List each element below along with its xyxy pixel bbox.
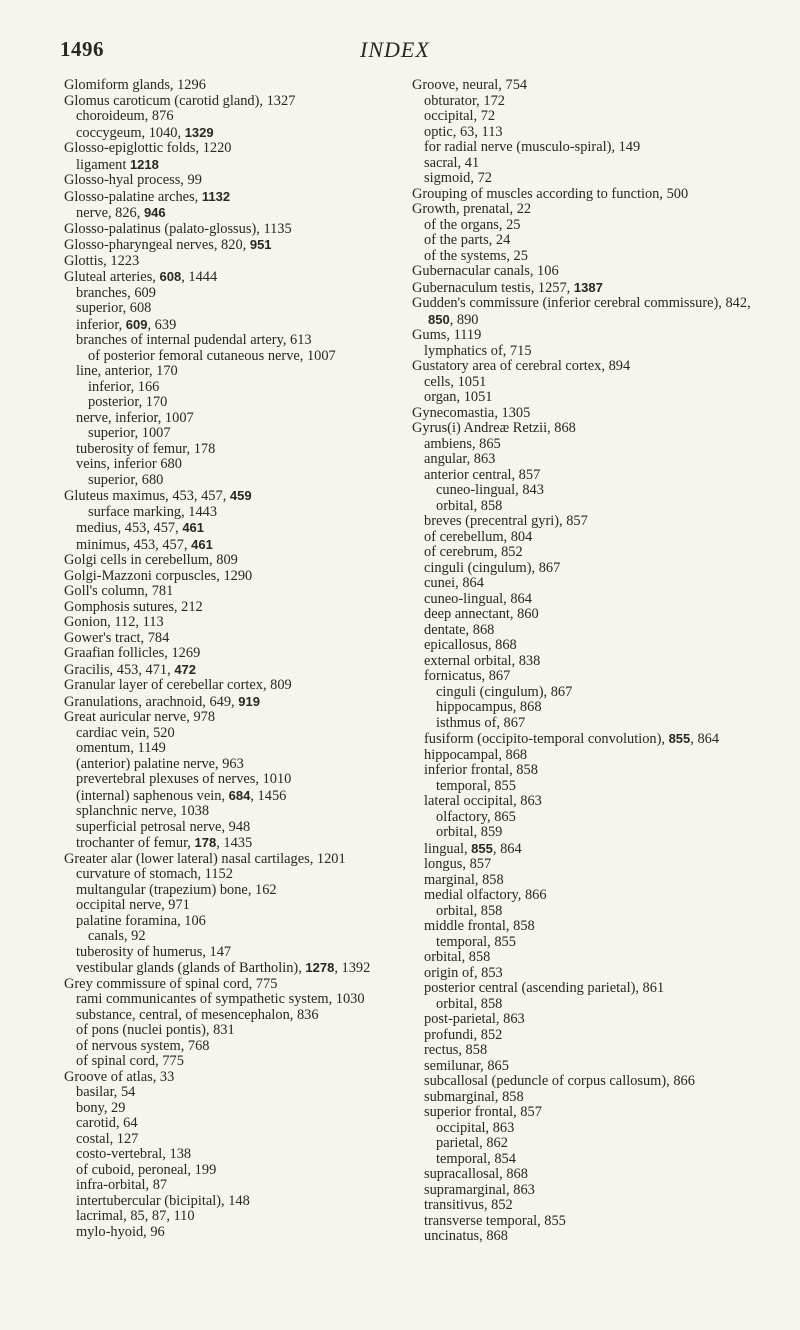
index-entry: of cerebellum, 804 — [424, 528, 533, 545]
index-entry: line, anterior, 170 — [76, 363, 178, 379]
index-entry: branches of internal pudendal artery, 613 — [76, 332, 312, 348]
index-entry: omentum, 1149 — [76, 740, 166, 756]
index-entry: cunei, 864 — [424, 575, 484, 591]
index-entry: transitivus, 852 — [424, 1197, 513, 1213]
index-entry: splanchnic nerve, 1038 — [76, 803, 210, 819]
index-entry: Groove of atlas, 33 — [64, 1068, 175, 1085]
index-entry: Growth, prenatal, 22 — [412, 201, 532, 217]
index-entry: uncinatus, 868 — [424, 1228, 508, 1244]
index-entry: rectus, 858 — [424, 1042, 488, 1058]
index-entry: multangular (trapezium) bone, 162 — [76, 881, 277, 898]
index-entry: Goll's column, 781 — [64, 583, 174, 599]
index-entry: lymphatics of, 715 — [424, 342, 532, 359]
index-entry: Glosso-pharyngeal nerves, 820, 951 — [64, 237, 272, 253]
index-entry: cinguli (cingulum), 867 — [436, 683, 573, 700]
index-entry: lateral occipital, 863 — [424, 793, 542, 809]
index-entry: trochanter of femur, 178, 1435 — [76, 835, 253, 851]
index-entry: cardiac vein, 520 — [76, 724, 175, 741]
index-entry: superficial petrosal nerve, 948 — [76, 818, 251, 835]
index-entry: palatine foramina, 106 — [76, 912, 206, 929]
index-entry: orbital, 858 — [436, 902, 503, 919]
index-entry: parietal, 862 — [436, 1135, 508, 1151]
index-entry: occipital, 72 — [424, 108, 496, 124]
index-entry: middle frontal, 858 — [424, 918, 535, 934]
index-entry: Glosso-epiglottic folds, 1220 — [64, 140, 232, 156]
index-entry: of cuboid, peroneal, 199 — [76, 1161, 217, 1178]
index-entry: sacral, 41 — [424, 154, 480, 171]
index-entry: vestibular glands (glands of Bartholin), 1278, 1392 — [76, 960, 371, 976]
index-entry: Groove, neural, 754 — [412, 77, 528, 93]
index-entry: prevertebral plexuses of nerves, 1010 — [76, 771, 292, 787]
index-entry: semilunar, 865 — [424, 1057, 509, 1074]
index-entry: Glomiform glands, 1296 — [64, 77, 206, 93]
index-entry: Glosso-hyal process, 99 — [64, 172, 202, 188]
index-entry: supramarginal, 863 — [424, 1181, 535, 1198]
index-entry: fusiform (occipito-temporal convolution), 855, 864 — [424, 731, 720, 747]
index-entry: Great auricular nerve, 978 — [64, 709, 216, 725]
index-entry: mylo-hyoid, 96 — [76, 1223, 165, 1240]
index-entry: veins, inferior 680 — [76, 456, 182, 472]
index-entry: Granular layer of cerebellar cortex, 809 — [64, 677, 292, 693]
index-entry: occipital nerve, 971 — [76, 897, 190, 913]
index-entry: post-parietal, 863 — [424, 1011, 525, 1027]
index-entry: cells, 1051 — [424, 373, 487, 390]
index-entry: sigmoid, 72 — [424, 170, 492, 186]
index-entry: bony, 29 — [76, 1099, 126, 1116]
index-entry: of the systems, 25 — [424, 247, 528, 264]
index-entry: Gluteal arteries, 608, 1444 — [64, 269, 218, 285]
index-entry: Gynecomastia, 1305 — [412, 404, 531, 421]
index-column-right — [412, 78, 757, 1245]
index-entry: hippocampal, 868 — [424, 746, 528, 763]
index-entry: olfactory, 865 — [436, 808, 516, 825]
index-entry: Glosso-palatinus (palato-glossus), 1135 — [64, 220, 292, 237]
index-entry: longus, 857 — [424, 856, 492, 872]
index-entry: supracallosal, 868 — [424, 1166, 528, 1182]
running-title: INDEX — [360, 37, 430, 62]
index-entry: Greater alar (lower lateral) nasal cartilages, 1201 — [64, 850, 346, 867]
index-entry: costal, 127 — [76, 1130, 139, 1147]
index-entry: temporal, 854 — [436, 1150, 516, 1167]
index-entry: curvature of stomach, 1152 — [76, 866, 233, 882]
page-header — [0, 0, 800, 64]
index-entry: deep annectant, 860 — [424, 606, 539, 622]
index-entry: for radial nerve (musculo-spiral), 149 — [424, 139, 641, 155]
index-entry: dentate, 868 — [424, 621, 495, 638]
index-entry: orbital, 858 — [436, 995, 503, 1012]
index-entry: nerve, inferior, 1007 — [76, 409, 194, 426]
index-entry: Gums, 1119 — [412, 327, 482, 343]
index-entry: branches, 609 — [76, 284, 156, 301]
index-entry: epicallosus, 868 — [424, 637, 517, 653]
index-entry: breves (precentral gyri), 857 — [424, 513, 588, 529]
index-entry: medius, 453, 457, 461 — [76, 520, 205, 536]
index-entry: Gustatory area of cerebral cortex, 894 — [412, 358, 631, 374]
index-entry: orbital, 859 — [436, 824, 503, 840]
index-entry: ambiens, 865 — [424, 435, 501, 452]
index-entry: of the organs, 25 — [424, 216, 521, 233]
index-entry: canals, 92 — [88, 928, 146, 944]
index-entry: rami communicantes of sympathetic system, 1030 — [76, 991, 365, 1007]
index-entry: optic, 63, 113 — [424, 123, 503, 140]
index-column-left — [64, 78, 389, 1240]
index-entry: subcallosal (peduncle of corpus callosum), 866 — [424, 1073, 695, 1089]
index-entry: anterior central, 857 — [424, 466, 541, 483]
index-entry: cuneo-lingual, 843 — [436, 482, 544, 498]
index-entry: cuneo-lingual, 864 — [424, 590, 532, 607]
index-entry: external orbital, 838 — [424, 652, 541, 669]
index-entry: infra-orbital, 87 — [76, 1177, 168, 1193]
index-entry: organ, 1051 — [424, 389, 493, 405]
index-entry: occipital, 863 — [436, 1119, 515, 1136]
index-entry: superior, 680 — [88, 471, 164, 488]
index-entry: (internal) saphenous vein, 684, 1456 — [76, 787, 287, 804]
index-entry: superior, 608 — [76, 300, 152, 316]
index-entry: Glomus caroticum (carotid gland), 1327 — [64, 92, 296, 109]
index-entry: orbital, 858 — [424, 949, 491, 965]
index-entry: fornicatus, 867 — [424, 668, 511, 684]
index-entry: carotid, 64 — [76, 1115, 138, 1131]
index-entry: orbital, 858 — [436, 497, 503, 514]
index-entry: superior, 1007 — [88, 425, 171, 441]
index-entry: medial olfactory, 866 — [424, 887, 547, 903]
index-entry: Gluteus maximus, 453, 457, 459 — [64, 488, 252, 504]
index-entry: Gracilis, 453, 471, 472 — [64, 661, 197, 678]
page-number: 1496 — [60, 37, 104, 61]
index-entry: submarginal, 858 — [424, 1088, 524, 1105]
index-entry: nerve, 826, 946 — [76, 205, 166, 221]
index-entry: Graafian follicles, 1269 — [64, 645, 201, 661]
index-entry: minimus, 453, 457, 461 — [76, 536, 213, 553]
index-entry: temporal, 855 — [436, 777, 516, 794]
index-entry: of the parts, 24 — [424, 232, 511, 248]
index-entry: of nervous system, 768 — [76, 1037, 210, 1054]
index-entry: substance, central, of mesencephalon, 836 — [76, 1006, 319, 1023]
index-entry: superior frontal, 857 — [424, 1104, 542, 1120]
index-entry: (anterior) palatine nerve, 963 — [76, 755, 244, 772]
index-entry: Glosso-palatine arches, 1132 — [64, 188, 231, 205]
index-entry: basilar, 54 — [76, 1084, 136, 1100]
index-entry: coccygeum, 1040, 1329 — [76, 124, 214, 141]
index-entry: ligament 1218 — [76, 156, 159, 173]
index-entry: Gubernaculum testis, 1257, 1387 — [412, 279, 603, 296]
index-entry: inferior, 166 — [88, 378, 160, 395]
index-entry: tuberosity of femur, 178 — [76, 440, 216, 457]
index-entry: Gubernacular canals, 106 — [412, 263, 559, 279]
index-entry: isthmus of, 867 — [436, 714, 526, 731]
index-entry: Gomphosis sutures, 212 — [64, 598, 203, 615]
index-entry: angular, 863 — [424, 451, 496, 467]
index-entry: posterior, 170 — [88, 394, 168, 410]
index-entry: tuberosity of humerus, 147 — [76, 943, 232, 960]
index-entry: profundi, 852 — [424, 1026, 503, 1043]
index-entry: of posterior femoral cutaneous nerve, 1007 — [88, 347, 336, 364]
index-entry: Gudden's commissure (inferior cerebral commissure), 842, 850, 890 — [412, 295, 751, 328]
index-entry: transverse temporal, 855 — [424, 1212, 566, 1229]
index-entry: Golgi cells in cerebellum, 809 — [64, 552, 238, 568]
index-entry: Glottis, 1223 — [64, 252, 140, 269]
index-entry: cinguli (cingulum), 867 — [424, 559, 561, 576]
index-entry: Grey commissure of spinal cord, 775 — [64, 975, 278, 992]
index-entry: inferior frontal, 858 — [424, 762, 538, 778]
index-entry: costo-vertebral, 138 — [76, 1146, 192, 1162]
index-entry: Gyrus(i) Andreæ Retzii, 868 — [412, 420, 576, 436]
index-entry: obturator, 172 — [424, 92, 505, 109]
index-entry: lacrimal, 85, 87, 110 — [76, 1208, 195, 1224]
index-entry: choroideum, 876 — [76, 108, 174, 124]
index-entry: hippocampus, 868 — [436, 699, 542, 715]
index-entry: intertubercular (bicipital), 148 — [76, 1192, 250, 1209]
index-entry: Grouping of muscles according to function, 500 — [412, 185, 689, 202]
index-entry: posterior central (ascending parietal), 861 — [424, 980, 665, 996]
index-entry: lingual, 855, 864 — [424, 840, 522, 857]
index-entry: surface marking, 1443 — [88, 503, 218, 520]
index-entry: of pons (nuclei pontis), 831 — [76, 1022, 235, 1038]
index-entry: Gonion, 112, 113 — [64, 614, 164, 630]
index-entry: marginal, 858 — [424, 871, 504, 888]
index-entry: of spinal cord, 775 — [76, 1053, 184, 1069]
index-entry: Golgi-Mazzoni corpuscles, 1290 — [64, 567, 253, 584]
index-entry: inferior, 609, 639 — [76, 316, 177, 333]
index-entry: Granulations, arachnoid, 649, 919 — [64, 693, 260, 710]
index-entry: Gower's tract, 784 — [64, 629, 170, 646]
index-entry: origin of, 853 — [424, 964, 503, 981]
index-entry: temporal, 855 — [436, 933, 516, 950]
index-entry: of cerebrum, 852 — [424, 544, 523, 560]
